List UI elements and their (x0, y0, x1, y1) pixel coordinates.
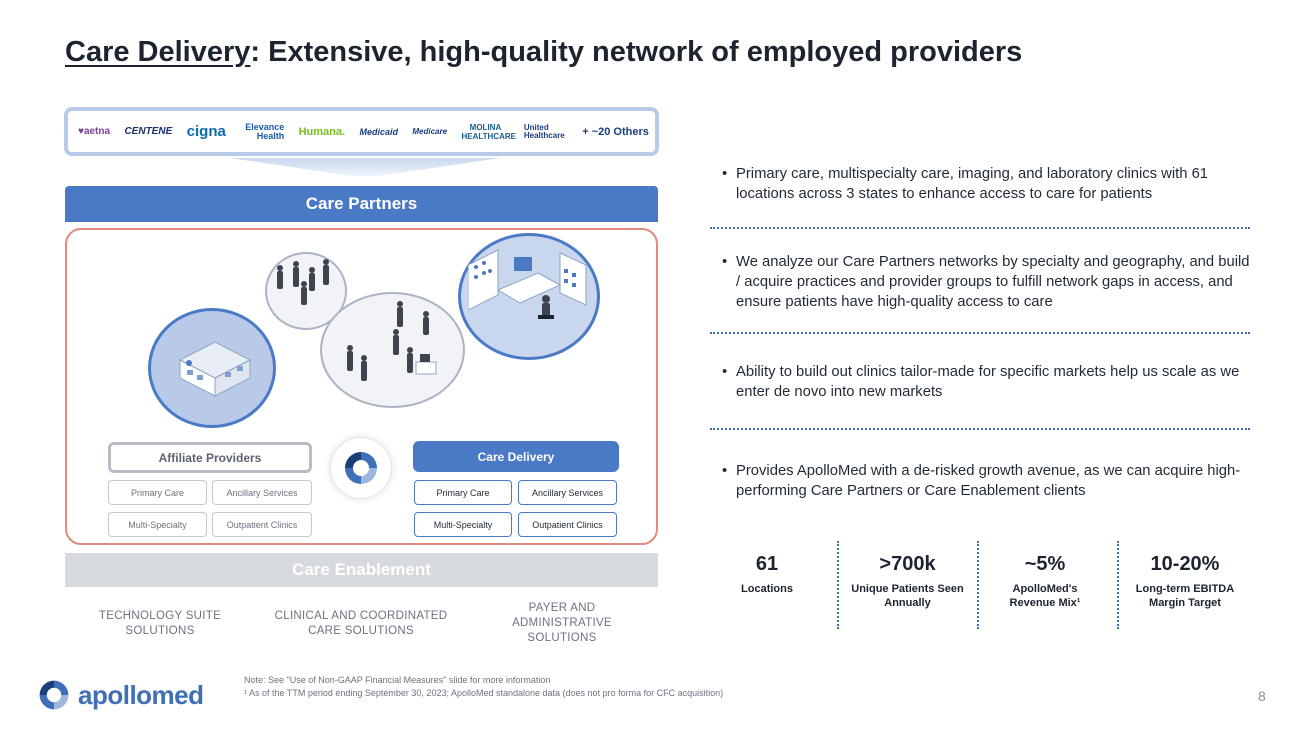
stat-label: Long-term EBITDA Margin Target (1135, 583, 1235, 609)
medicare-logo: Medicare (412, 127, 448, 136)
care-partners-bar: Care Partners (65, 186, 658, 222)
enablement-clinical: CLINICAL AND COORDINATED CARE SOLUTIONS (274, 610, 448, 637)
bullet-text: We analyze our Care Partners networks by specialty and geography, and build / acquire practices and provider groups to fulfill network gaps in access, and ensure patients have high-quality access to care (736, 254, 1250, 310)
enablement-technology: TECHNOLOGY SUITE SOLUTIONS (98, 610, 222, 637)
stat-divider (977, 541, 979, 629)
care-delivery-chip-primary-care: Primary Care (414, 480, 512, 505)
centene-logo: CENTENE (124, 126, 173, 137)
affiliate-chip-outpatient-clinics: Outpatient Clinics (212, 512, 312, 537)
others-label: + ~20 Others (582, 125, 649, 138)
divider (710, 227, 1250, 229)
affiliate-chip-multi-specialty: Multi-Specialty (108, 512, 207, 537)
stat-value: >700k (879, 553, 936, 575)
bullet-dot: • (722, 254, 728, 270)
clinic-staff-icon (330, 296, 460, 400)
elevance-logo: Elevance Health (245, 121, 285, 141)
care-delivery-header: Care Delivery (413, 441, 619, 472)
stat-value: 61 (755, 553, 779, 575)
office-desk-icon (468, 245, 590, 345)
stat-locations (722, 553, 812, 596)
divider (710, 332, 1250, 334)
page-number: 8 (1258, 688, 1266, 704)
title-rest: : Extensive, high-quality network of employed providers (250, 36, 1023, 68)
apollomed-center-logo (330, 437, 392, 499)
care-enablement-bar: Care Enablement (65, 553, 658, 587)
page-title (65, 36, 1022, 69)
affiliate-chip-ancillary-services: Ancillary Services (212, 480, 312, 505)
bullet-1 (722, 164, 1252, 204)
affiliate-chip-primary-care: Primary Care (108, 480, 207, 505)
stat-unique-patients (850, 553, 965, 610)
bullet-dot: • (722, 166, 728, 182)
partner-logo-strip (64, 107, 659, 156)
stat-value: ~5% (1024, 553, 1066, 575)
building-icon (175, 330, 255, 400)
stat-label: Locations (741, 583, 793, 595)
apollomed-mark-icon (36, 677, 72, 713)
footnote-one: ¹ As of the TTM period ending September 30, 2023; ApolloMed standalone data (does not pro forma for CFC acquisition) (244, 688, 724, 698)
care-delivery-chip-outpatient-clinics: Outpatient Clinics (518, 512, 617, 537)
bullet-text: Provides ApolloMed with a de-risked growth avenue, as we can acquire high-performing Care Partners or Care Enablement clients (736, 463, 1241, 499)
divider (710, 428, 1250, 430)
affiliate-providers-header: Affiliate Providers (108, 442, 312, 473)
bullet-4 (722, 461, 1252, 501)
stat-label: Unique Patients Seen Annually (851, 583, 964, 609)
care-delivery-chip-ancillary-services: Ancillary Services (518, 480, 617, 505)
stat-value: 10-20% (1150, 553, 1220, 575)
medicaid-logo: Medicaid (359, 126, 398, 137)
enablement-payer: PAYER AND ADMINISTRATIVE SOLUTIONS (512, 602, 612, 644)
stat-divider (1117, 541, 1119, 629)
stat-label: ApolloMed's Revenue Mix¹ (1009, 583, 1081, 609)
stat-divider (837, 541, 839, 629)
care-delivery-chip-multi-specialty: Multi-Specialty (414, 512, 512, 537)
bullet-3 (722, 362, 1252, 402)
bullet-2 (722, 252, 1252, 312)
apollomed-brand (36, 677, 204, 713)
footnotes (244, 674, 723, 700)
title-highlight: Care Delivery (65, 36, 251, 68)
apollomed-mark-icon (341, 448, 381, 488)
bullet-text: Ability to build out clinics tailor-made for specific markets help us scale as we enter de novo into new markets (736, 364, 1240, 400)
united-healthcare-logo: United Healthcare (523, 122, 565, 140)
cigna-logo: cigna (186, 123, 226, 140)
stat-revenue-mix (990, 553, 1100, 610)
funnel-shape (230, 158, 500, 176)
stat-ebitda-margin (1125, 553, 1245, 610)
bullet-dot: • (722, 364, 728, 380)
footnote-note: Note: See "Use of Non-GAAP Financial Measures" slide for more information (244, 675, 551, 685)
bullet-dot: • (722, 463, 728, 479)
bullet-text: Primary care, multispecialty care, imaging, and laboratory clinics with 61 locations across 3 states to enhance access to care for patients (736, 166, 1209, 202)
humana-logo: Humana. (298, 125, 346, 138)
aetna-logo: ♥aetna (78, 126, 111, 137)
brand-name: apollomed (78, 679, 204, 710)
molina-logo: MOLINA HEALTHCARE (461, 122, 516, 141)
